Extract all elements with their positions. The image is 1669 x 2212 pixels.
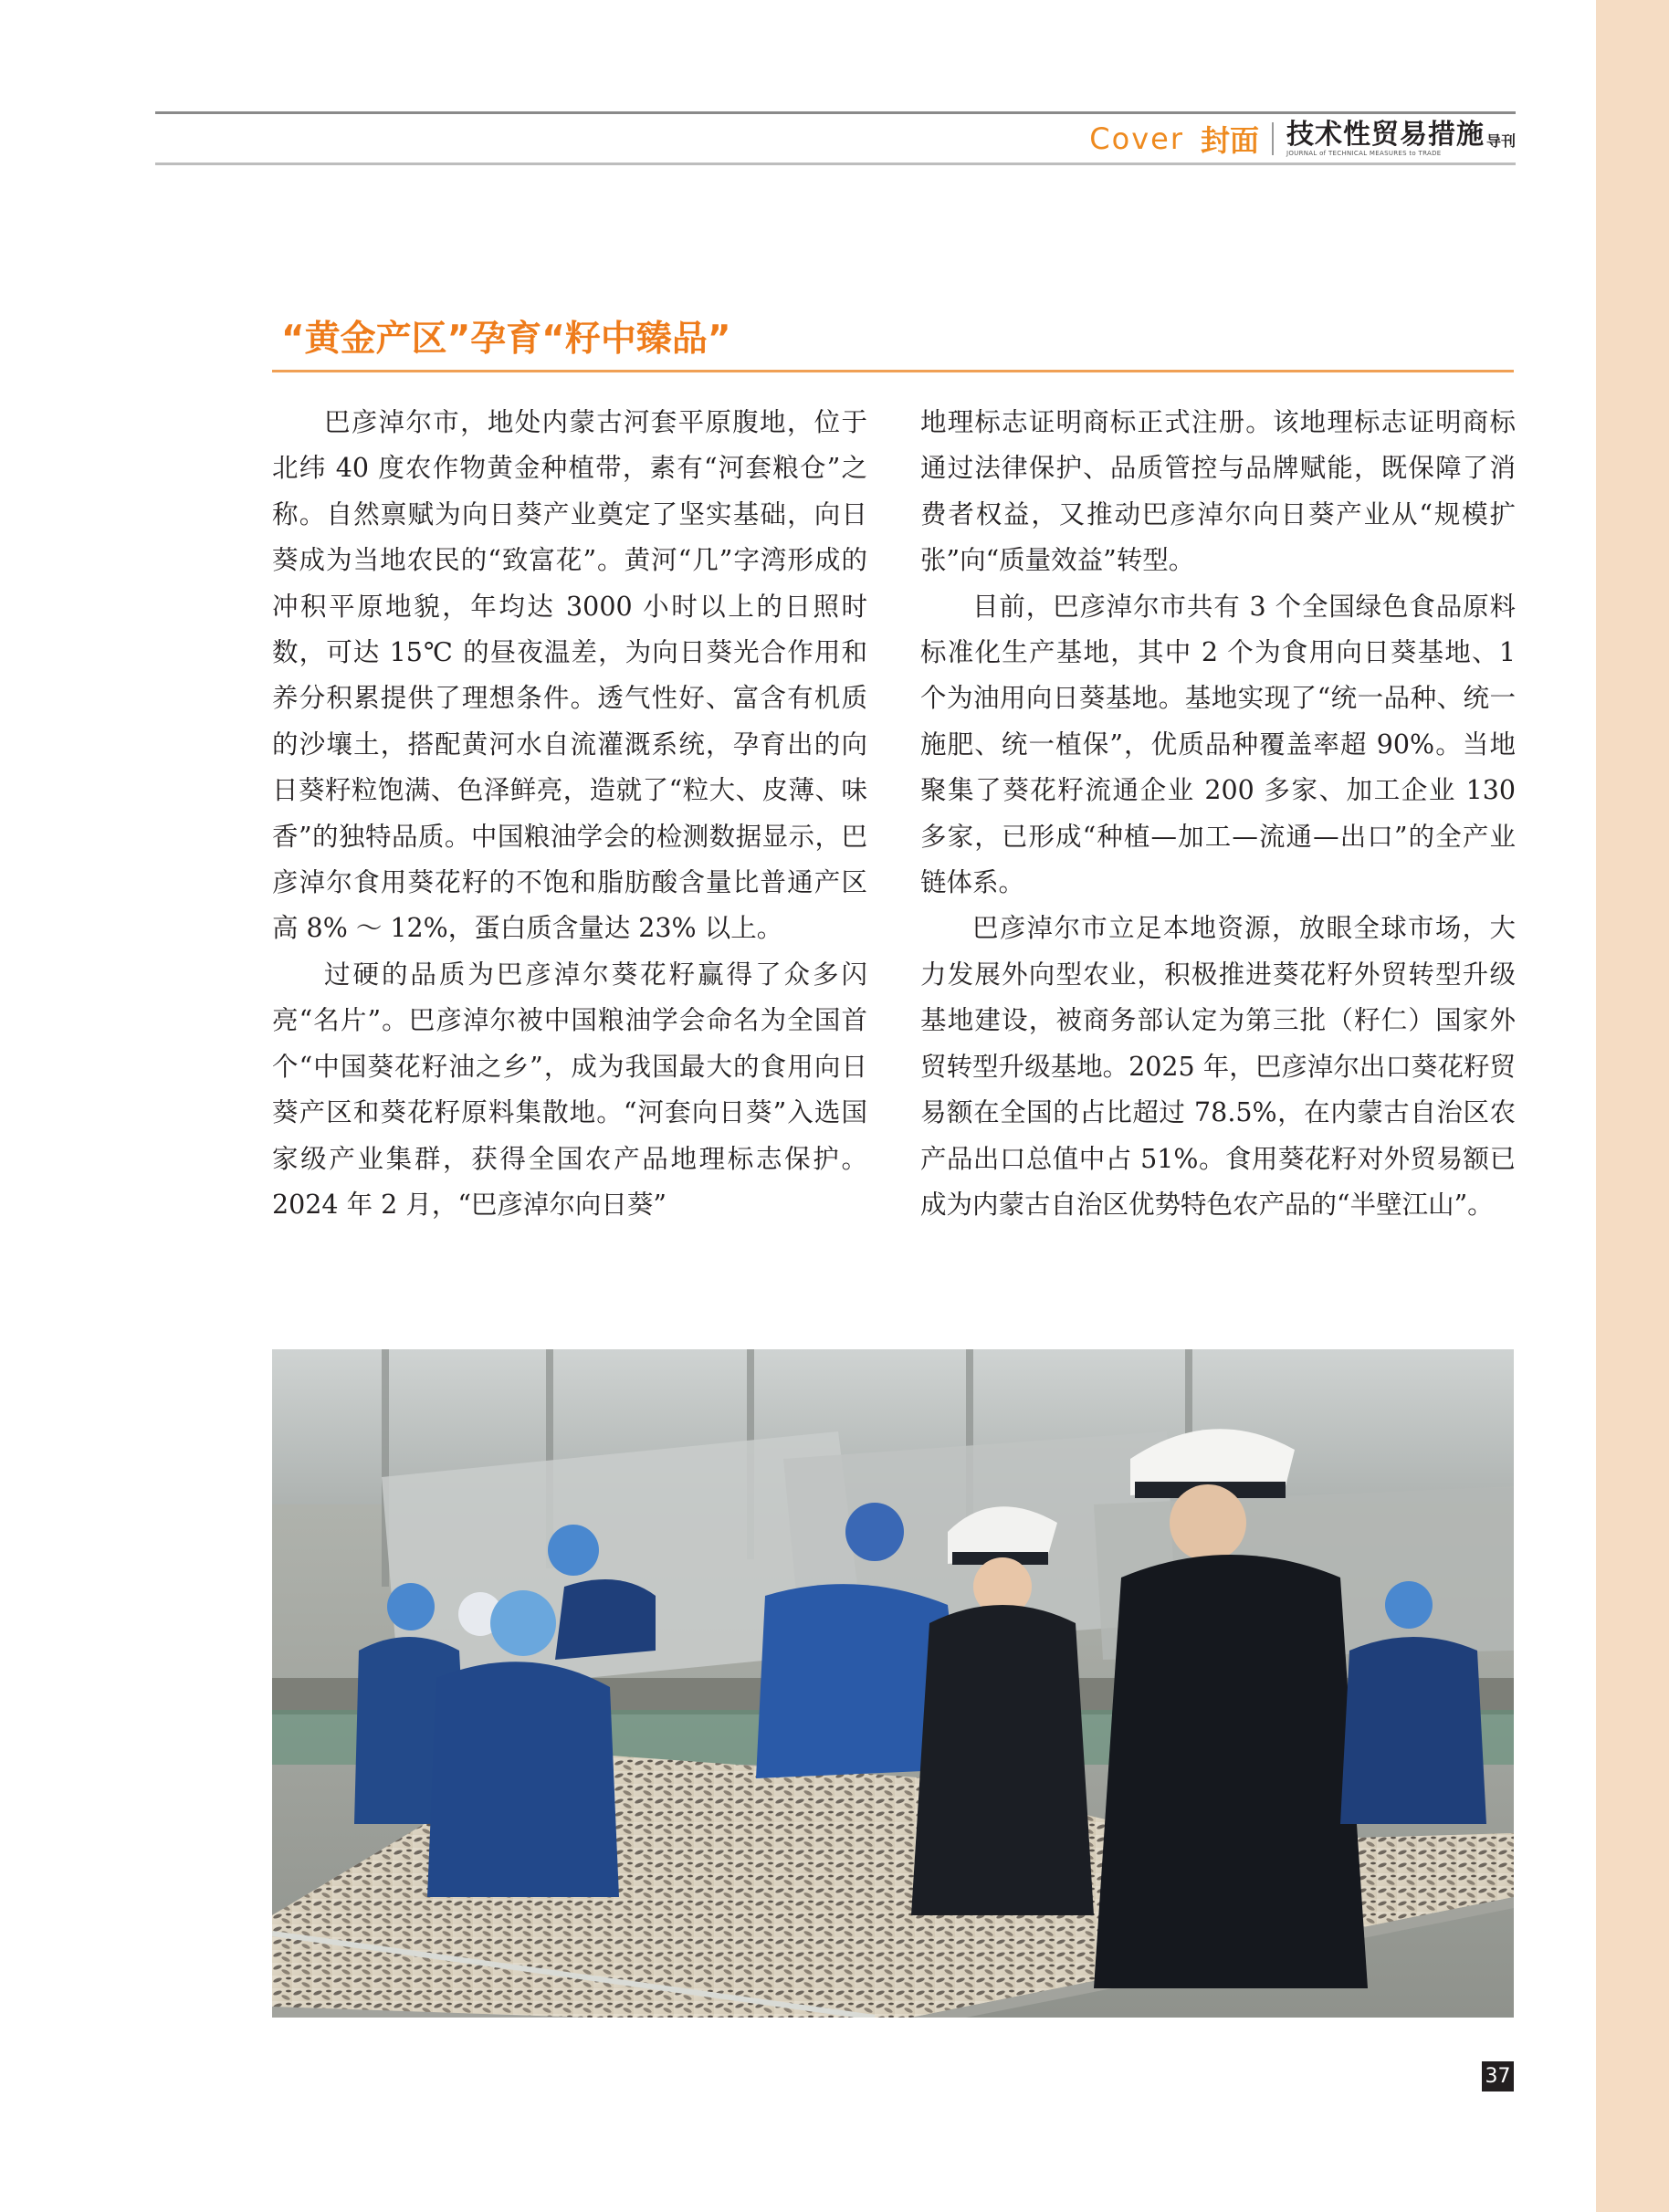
article-column-right: [920, 400, 1516, 1228]
paragraph: 巴彦淖尔市立足本地资源，放眼全球市场，大力发展外向型农业，积极推进葵花籽外贸转型升级基地建设，被商务部认定为第三批（籽仁）国家外贸转型升级基地。2025 年，巴彦淖尔出口葵花籽贸易额在全国的占比超过 78.5%，在内蒙古自治区农产品出口总值中占 51%。食用葵花籽对外贸易额已成为内蒙古自治区优势特色农产品的“半壁江山”。: [920, 913, 1516, 1220]
paragraph: 过硬的品质为巴彦淖尔葵花籽赢得了众多闪亮“名片”。巴彦淖尔被中国粮油学会命名为全国首个“中国葵花籽油之乡”，成为我国最大的食用向日葵产区和葵花籽原料集散地。“河套向日葵”入选国家级产业集群，获得全国农产品地理标志保护。2024 年 2 月，“巴彦淖尔向日葵”: [272, 959, 867, 1220]
running-header: [1089, 117, 1516, 161]
journal-suffix: 导刊: [1485, 131, 1516, 150]
journal-name: 技术性贸易措施: [1286, 118, 1485, 151]
header-divider: [1272, 122, 1274, 155]
header-bottom-rule: [155, 162, 1516, 165]
paragraph: 巴彦淖尔市，地处内蒙古河套平原腹地，位于北纬 40 度农作物黄金种植带，素有“河套粮仓”之称。自然禀赋为向日葵产业奠定了坚实基础，向日葵成为当地农民的“致富花”。黄河“几”字湾形成的冲积平原地貌，年均达 3000 小时以上的日照时数，可达 15℃ 的昼夜温差，为向日葵光合作用和养分积累提供了理想条件。透气性好、富含有机质的沙壤土，搭配黄河水自流灌溉系统，孕育出的向日葵籽粒饱满、色泽鲜亮，造就了“粒大、皮薄、味香”的独特品质。中国粮油学会的检测数据显示，巴彦淖尔食用葵花籽的不饱和脂肪酸含量比普通产区高 8% ～ 12%，蛋白质含量达 23% 以上。: [272, 407, 867, 944]
header-section-en: Cover: [1089, 121, 1184, 156]
header-top-rule: [155, 111, 1516, 114]
paragraph: 目前，巴彦淖尔市共有 3 个全国绿色食品原料标准化生产基地，其中 2 个为食用向日葵基地、1 个为油用向日葵基地。基地实现了“统一品种、统一施肥、统一植保”，优质品种覆盖率超 90%。当地聚集了葵花籽流通企业 200 多家、加工企业 130 多家，已形成“种植—加工—流通—出口”的全产业链体系。: [920, 591, 1516, 898]
page-number: 37: [1482, 2061, 1514, 2091]
factory-inspection-photo: [272, 1349, 1514, 2018]
article-column-left: [272, 400, 867, 1228]
header-section-cn: 封面: [1200, 123, 1259, 158]
journal-logo: [1286, 118, 1516, 157]
paragraph-continued: 地理标志证明商标正式注册。该地理标志证明商标通过法律保护、品质管控与品牌赋能，既保障了消费者权益，又推动巴彦淖尔向日葵产业从“规模扩张”向“质量效益”转型。: [920, 407, 1516, 576]
section-title-rule: [272, 370, 1514, 372]
side-color-strip: [1596, 0, 1669, 2212]
journal-english-name: JOURNAL of TECHNICAL MEASURES to TRADE: [1286, 149, 1442, 157]
section-title: “黄金产区”孕育“籽中臻品”: [281, 319, 731, 360]
